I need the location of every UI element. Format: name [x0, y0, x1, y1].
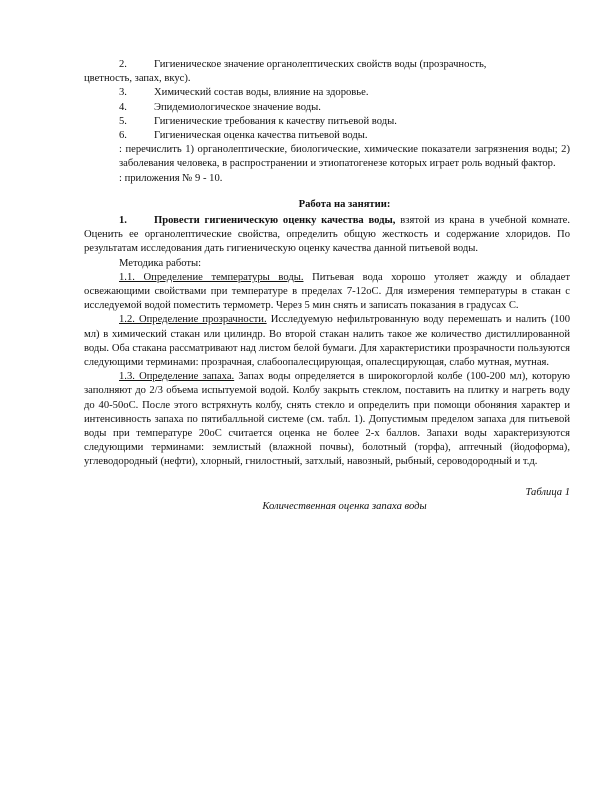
table-label: Таблица 1	[525, 486, 570, 498]
list-text: Эпидемиологическое значение воды.	[154, 101, 321, 113]
subsection-title: 1.2. Определение прозрачности.	[119, 314, 267, 326]
section-heading: Работа на занятии:	[298, 198, 391, 210]
list-item	[119, 115, 570, 129]
task-paragraph	[84, 214, 570, 257]
task-number: 1.	[119, 215, 127, 227]
subsection-transparency	[84, 313, 570, 370]
subsection-title: 1.1. Определение температуры воды.	[119, 271, 304, 283]
list-item	[119, 58, 570, 72]
subsection-text: Запах воды определяется в широкогорлой колбе (100-200 мл), которую заполняют до 2/3 объема испытуемой водой. Колбу закрыть стеклом, поставить на плитку и нагреть воду до 40-50оС. После этого встряхнуть колбу, снять стекло и определить при помощи обоняния характер и интенсивность запаха по пятибалльной системе (см. табл. 1). Допустимым пределом запаха для питьевой воды при температуре 20оС считается оценка не более 2-х баллов. Запахи воды характеризуются следующими терминами: землистый (влажной почвы), болотный (торфа), аптечный (йодоформа), углеводородный (нефти), хлорный, гнилостный, затхлый, навозный, рыбный, сероводородный и т.д.	[84, 371, 570, 468]
list-item	[119, 129, 570, 143]
table-caption: Количественная оценка запаха воды	[262, 500, 427, 512]
subsection-temperature	[84, 271, 570, 314]
list-text: Химический состав воды, влияние на здоровье.	[154, 87, 369, 99]
list-text: Гигиеническое значение органолептических свойств воды (прозрачность,	[154, 59, 487, 70]
list-text: Гигиенические требования к качеству питьевой воды.	[154, 115, 397, 127]
task-bold-text: Провести гигиеническую оценку качества воды,	[154, 215, 396, 227]
subsection-text: Питьевая вода хорошо утоляет жажду и обладает освежающими свойствами при температуре в пределах 7-12оС. Для измерения температуры в стакан с исследуемой водой поместить термометр. Через 5 мин снять и записать показания в градусах С.	[84, 271, 570, 312]
enumerate-paragraph: : перечислить 1) органолептические, биологические, химические показатели загрязнения воды; 2) заболевания человека, в распространении и этиопатогенезе которых играет роль водный фактор.	[119, 144, 570, 170]
subsection-text: Исследуемую нефильтрованную воду перемешать и налить (100 мл) в химический стакан или цилиндр. Во второй стакан налить такое же количество дистиллированной воды. Оба стакана рассматривают над листом белой бумаги. Для характеристики прозрачности пользуются следующими терминами: прозрачная, слабоопалесцирующая, опалесцирующая, слабо мутная, мутная.	[84, 314, 570, 369]
list-text: Гигиеническая оценка качества питьевой воды.	[154, 130, 368, 142]
list-number: 3.	[119, 87, 127, 99]
list-number: 6.	[119, 130, 127, 142]
list-text-continuation: цветность, запах, вкус).	[84, 73, 191, 85]
list-number: 4.	[119, 101, 127, 113]
appendix-paragraph: : приложения № 9 - 10.	[119, 172, 223, 184]
subsection-title: 1.3. Определение запаха.	[119, 371, 235, 383]
list-item	[119, 101, 570, 115]
list-number: 5.	[119, 115, 127, 127]
list-item-continuation	[84, 72, 570, 86]
list-item	[119, 86, 570, 100]
list-number: 2.	[119, 59, 127, 70]
subsection-odor	[84, 370, 570, 469]
method-label: Методика работы:	[119, 257, 202, 269]
task-text: взятой из крана в учебной комнате. Оценить ее органолептические свойства, определить общую жесткость и содержание хлоридов. По результатам исследования дать гигиеническую оценку качества данной питьевой воды.	[84, 215, 570, 255]
